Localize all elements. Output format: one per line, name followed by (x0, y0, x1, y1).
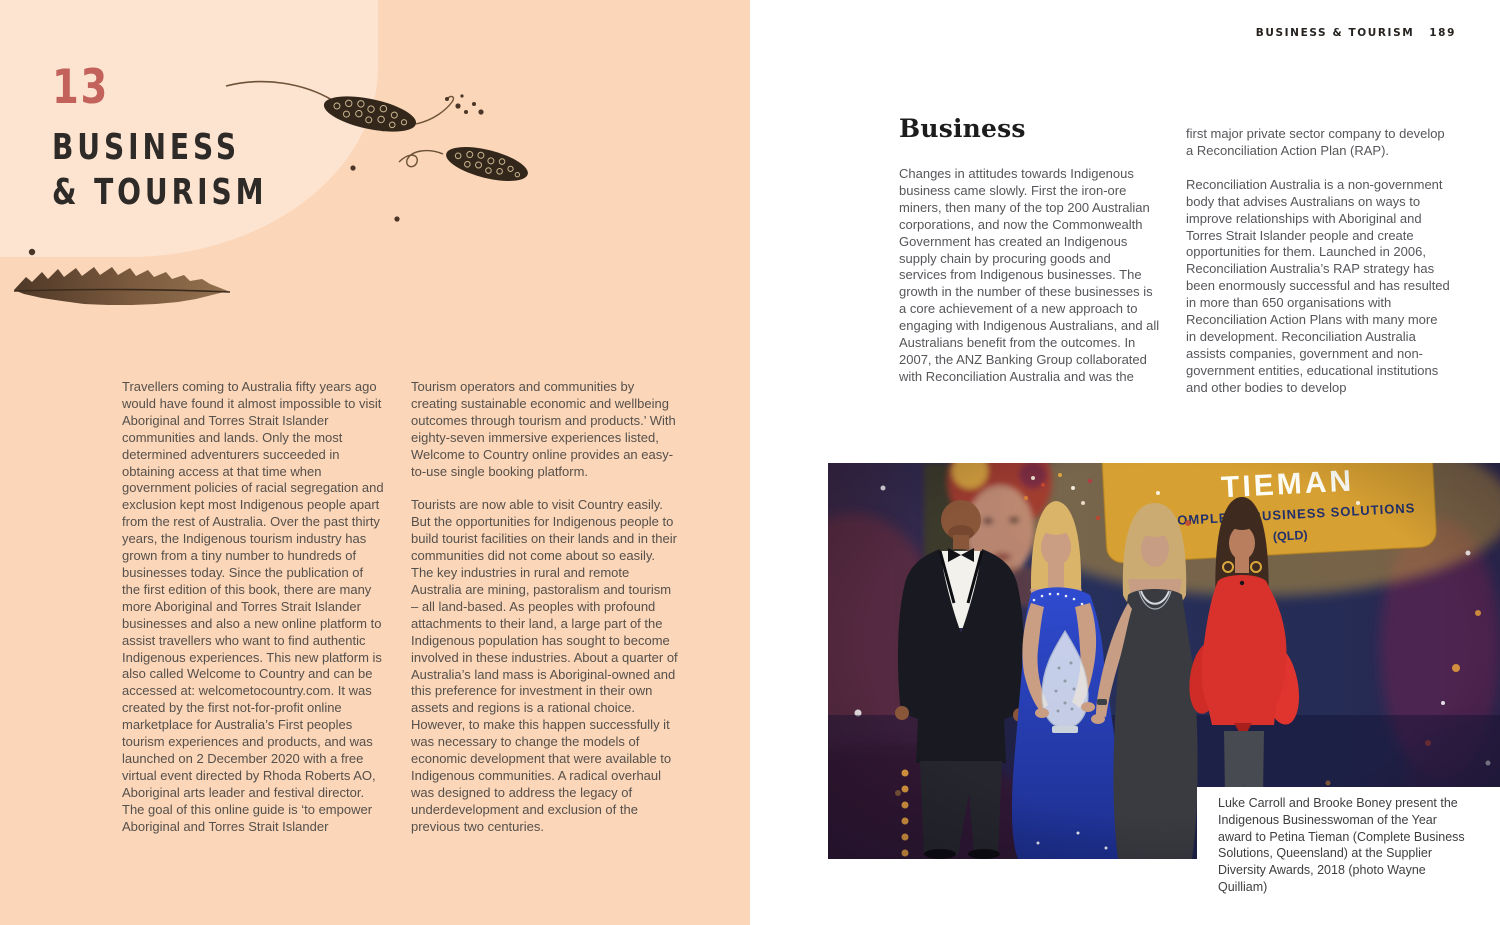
chapter-title (52, 125, 267, 216)
section-heading: Business (899, 114, 1026, 143)
left-column-1 (122, 379, 384, 852)
body-paragraph: Reconciliation Australia is a non-government body that advises Australians on ways to improve relationships with Aboriginal and Torres Strait Islander people and create opportunities for them. Launched in 2006, Reconciliation Australia’s RAP strategy has been enormously successful and has resulted in more than 650 organisations with Reconciliation Action Plans with many more in development. Reconciliation Australia assists companies, government and non-government entities, educational institutions and other bodies to develop (1186, 176, 1450, 395)
left-column-2 (411, 379, 679, 853)
body-paragraph: Travellers coming to Australia fifty years ago would have found it almost impossible to visit Aboriginal and Torres Strait Islander communities and lands. Only the most determined adventurers succeeded in obtaining access at that time when government policies of racial segregation and exclusion kept most Indigenous people apart from the rest of Australia. Over the past thirty years, the Indigenous tourism industry has grown from a tiny number to hundreds of businesses today. Since the publication of the first edition of this book, there are many more Aboriginal and Torres Strait Islander businesses and also a new online platform to assist travellers who want to find authentic Indigenous experiences. This new platform is also called Welcome to Country and can be accessed at: welcometocountry.com. It was created by the first not-for-profit online marketplace for Australia’s First peoples tourism experiences and products, and was launched on 2 December 2020 with a free virtual event directed by Rhoda Roberts AO, Aboriginal arts leader and festival director. The goal of this online guide is ‘to empower Aboriginal and Torres Strait Islander (122, 379, 384, 834)
body-paragraph: Tourists are now able to visit Country easily. But the opportunities for Indigenous people to build tourist facilities on their lands and in their communities did not come about so easily. The key industries in rural and remote Australia are mining, pastoralism and tourism – all land-based. As peoples with profound attachments to their land, a large part of the Indigenous population has sought to become involved in these industries. About a quarter of Australia’s land mass is Aboriginal-owned and this preference for investment in their own assets and regions is a rational choice. However, to make this happen successfully it was necessary to change the models of economic development that were available to Indigenous communities. A radical overhaul was designed to address the legacy of underdevelopment and exclusion of the previous two centuries. (411, 497, 678, 834)
right-column-2 (1186, 126, 1450, 414)
body-paragraph: Changes in attitudes towards Indigenous business came slowly. First the iron-ore miners, then many of the top 200 Australian corporations, and now the Commonwealth Government has created an Indigenous supply chain by procuring goods and services from Indigenous businesses. The growth in the number of these businesses is a core achievement of a new approach to engaging with Indigenous Australians, and all Australians benefit from the outcomes. In 2007, the ANZ Banking Group collaborated with Reconciliation Australia and was the (899, 166, 1160, 384)
photo-caption (1197, 787, 1500, 908)
photo-caption-text: Luke Carroll and Brooke Boney present the Indigenous Businesswoman of the Year award to Petina Tieman (Complete Business Solutions, Queensland) at the Supplier Diversity Awards, 2018 (photo Wayne Quilliam) (1218, 796, 1465, 894)
chapter-title-line2: & TOURISM (52, 172, 268, 214)
page-number: 189 (1429, 27, 1456, 39)
chapter-heading (52, 60, 328, 216)
running-head-title: BUSINESS & TOURISM (1255, 27, 1415, 39)
chapter-title-line1: BUSINESS (52, 127, 240, 168)
running-head (1256, 27, 1456, 39)
right-column-1 (899, 166, 1162, 403)
body-paragraph: first major private sector company to develop a Reconciliation Action Plan (RAP). (1186, 126, 1445, 158)
body-paragraph: Tourism operators and communities by creating sustainable economic and wellbeing outcomes through tourism and products.’ With eighty-seven immersive experiences listed, Welcome to Country online provides an easy-to-use single booking platform. (411, 379, 676, 479)
award-photo (828, 463, 1500, 894)
chapter-number: 13 (52, 60, 109, 115)
right-page (750, 0, 1500, 925)
